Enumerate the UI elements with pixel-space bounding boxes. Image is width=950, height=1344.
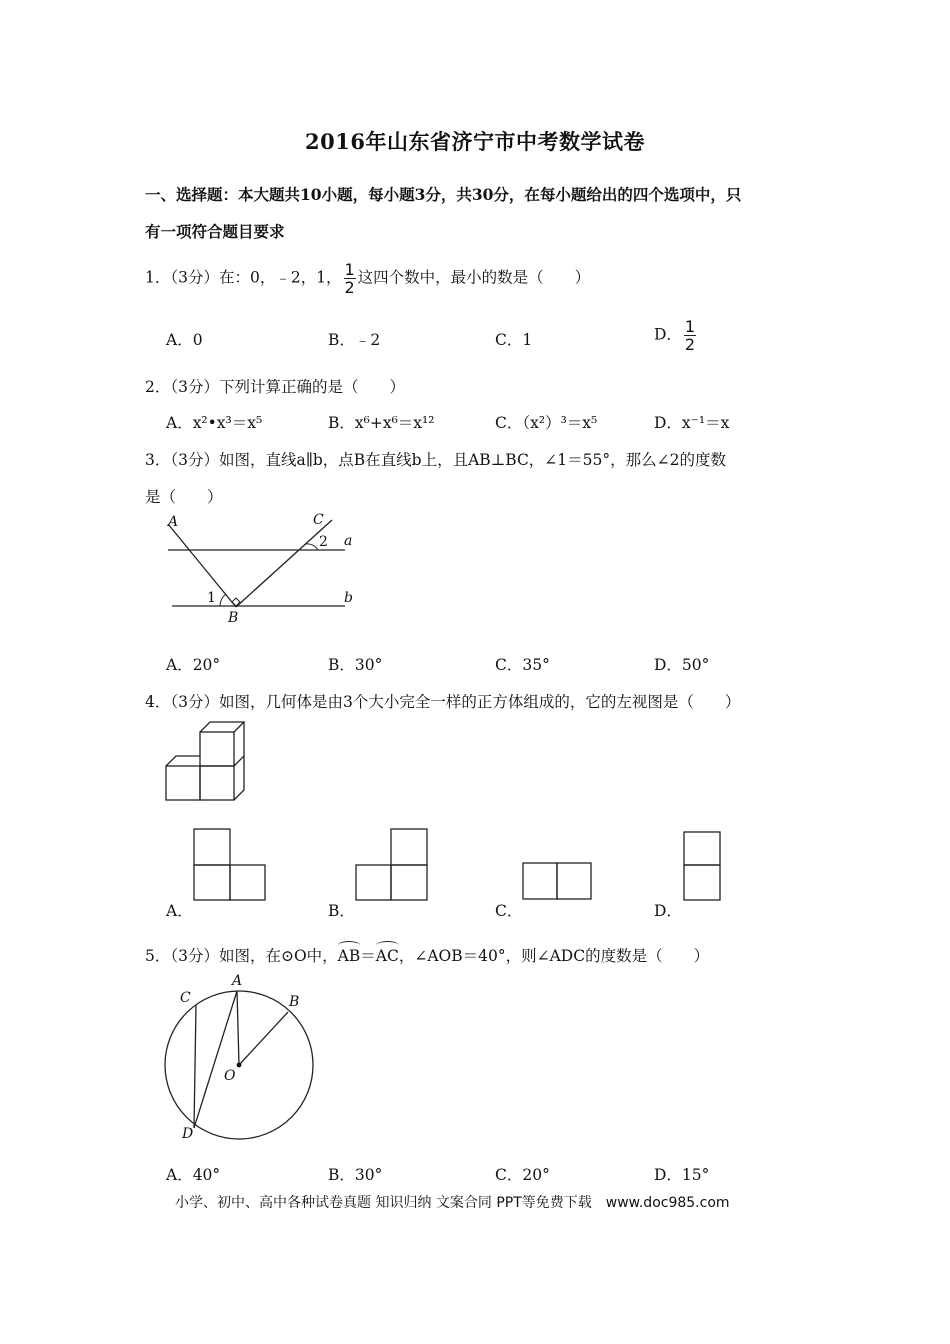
q1-option-b: B．﹣2	[328, 331, 381, 349]
radius-oa	[237, 991, 239, 1065]
question-5-stem	[145, 944, 709, 966]
q4-option-b-view	[355, 828, 430, 903]
label-A: A	[168, 514, 179, 530]
q5-option-b: B．30°	[328, 1166, 383, 1184]
label-B: B	[289, 994, 300, 1010]
q5-circle-figure	[160, 970, 320, 1140]
q2-option-a: A．x²•x³＝x⁵	[166, 414, 263, 432]
q1-option-d	[654, 318, 698, 353]
q4-option-c: C．	[495, 902, 523, 920]
page-title: 2016年山东省济宁市中考数学试卷	[305, 129, 645, 154]
label-D: D	[182, 1126, 194, 1142]
q5-option-c: C．20°	[495, 1166, 550, 1184]
q4-option-b: B．	[328, 902, 355, 920]
radius-ob	[239, 1012, 288, 1065]
label-b: b	[344, 590, 353, 606]
label-C: C	[313, 512, 324, 528]
q5-stem-post: ，∠AOB＝40°，则∠ADC的度数是（ ）	[398, 947, 710, 965]
q4-option-a: A．	[166, 902, 193, 920]
q4-option-c-view	[522, 862, 594, 902]
q5-option-d: D．15°	[654, 1166, 710, 1184]
q1-option-c: C．1	[495, 331, 533, 349]
q5-equals: ＝	[360, 947, 376, 965]
angle-2-arc	[306, 544, 318, 550]
label-C: C	[180, 990, 191, 1006]
question-2-stem: 2．（3分）下列计算正确的是（ ）	[145, 378, 405, 396]
angle-1-arc	[220, 594, 226, 606]
q4-option-d-view	[683, 831, 723, 903]
question-1-stem	[145, 261, 590, 296]
q1-option-a: A．0	[166, 331, 203, 349]
q3-option-d: D．50°	[654, 656, 710, 674]
chord-ad	[194, 991, 237, 1128]
arc-ab: AB	[337, 947, 361, 965]
q4-option-d: D．	[654, 902, 682, 920]
question-4-stem: 4．（3分）如图，几何体是由3个大小完全一样的正方体组成的，它的左视图是（ ）	[145, 693, 741, 711]
q1-option-d-fraction	[684, 318, 696, 353]
chord-cd	[194, 1005, 196, 1128]
label-angle-1: 1	[207, 590, 216, 606]
section-heading-line2: 有一项符合题目要求	[145, 222, 285, 241]
label-B: B	[228, 610, 239, 626]
q4-cubes-figure	[160, 716, 250, 804]
label-O: O	[224, 1068, 236, 1084]
q2-option-b: B．x⁶+x⁶＝x¹²	[328, 414, 435, 432]
fraction-denominator: 2	[344, 278, 355, 297]
arc-ac: AC	[375, 947, 399, 965]
section-heading-line1: 一、选择题：本大题共10小题，每小题3分，共30分，在每小题给出的四个选项中，只	[145, 185, 742, 204]
label-a: a	[344, 533, 353, 549]
q4-option-a-view	[193, 828, 268, 903]
q5-option-a: A．40°	[166, 1166, 221, 1184]
q1-stem-pre: 1．（3分）在：0，﹣2，1，	[145, 268, 342, 287]
question-3-stem-line1: 3．（3分）如图，直线a∥b，点B在直线b上，且AB⊥BC，∠1＝55°，那么∠2的度数	[145, 451, 726, 469]
q3-parallel-lines-figure	[160, 510, 370, 628]
segment-bc	[236, 520, 332, 607]
fraction-denominator: 2	[684, 335, 696, 354]
q3-option-a: A．20°	[166, 656, 221, 674]
q1-option-d-label: D．	[654, 325, 682, 344]
q3-option-b: B．30°	[328, 656, 383, 674]
q3-option-c: C．35°	[495, 656, 550, 674]
label-angle-2: 2	[319, 534, 328, 550]
label-A: A	[232, 973, 243, 989]
fraction-numerator: 1	[344, 260, 355, 279]
q2-option-d: D．x⁻¹＝x	[654, 414, 730, 432]
q5-stem-pre: 5．（3分）如图，在⊙O中，	[145, 947, 338, 965]
footer-link[interactable]: 小学、初中、高中各种试卷真题 知识归纳 文案合同 PPT等免费下载 www.doc985.com	[175, 1195, 730, 1211]
fraction-numerator: 1	[684, 317, 696, 336]
q2-option-c: C．（x²）³＝x⁵	[495, 414, 598, 432]
center-point	[237, 1063, 242, 1068]
q1-fraction	[344, 261, 356, 296]
question-3-stem-line2: 是（ ）	[145, 488, 223, 506]
q1-stem-post: 这四个数中，最小的数是（ ）	[357, 268, 591, 287]
